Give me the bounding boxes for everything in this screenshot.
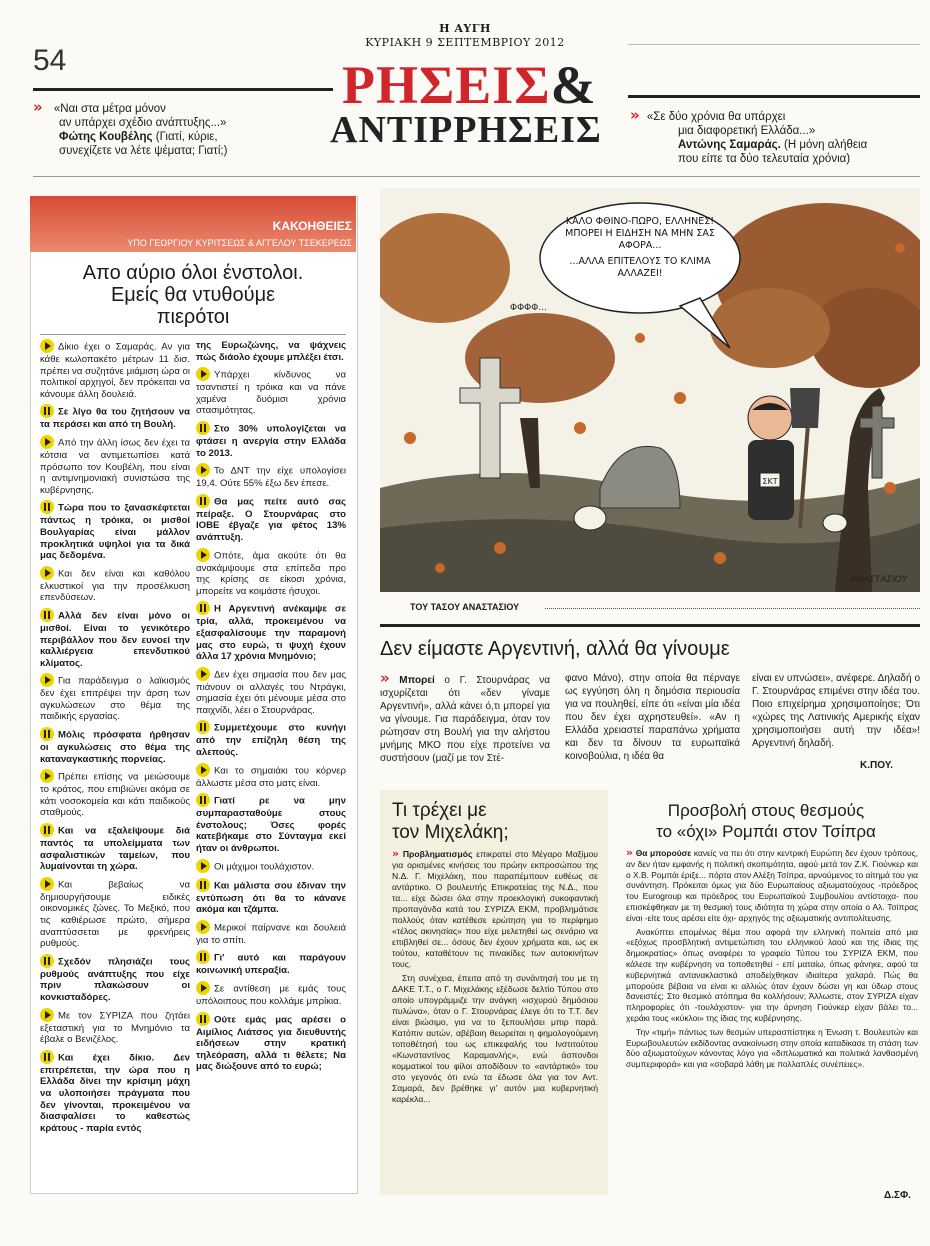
article-col-2: φανο Μάνο), στην οποία θα πέρναγε ως εγγύηση όλη η δημόσια περιουσία για να πουληθεί, είπε ότι «είναι μία ιδέα που δεν έχει αχρηστευθεί». «Αν η Ελλάδα χρειαστεί παραπάνω χρήματα και δεν τα δίνουν τα ευρωπαϊκά κοινοβούλια, η ιδέα θα (565, 673, 740, 762)
michelakis-title: Τι τρέχει με τον Μιχελάκη; (392, 800, 509, 843)
paragraph: Οι μάχιμοι τουλάχιστον. (196, 860, 346, 874)
cartoon-credit: ΤΟΥ ΤΑΣΟΥ ΑΝΑΣΤΑΣΙΟΥ (410, 602, 520, 612)
quote-left: » «Ναι στα μέτρα μόνον αν υπάρχει σχέδιο ανάπτυξης...» Φώτης Κουβέλης (Γιατί, κύριε, συνεχίζετε να λέτε ψέματα; Γιατί;) (33, 98, 228, 157)
cartoon-sound: ΦΦΦΦ... (510, 303, 547, 313)
masthead-thin-rule (628, 44, 920, 45)
pause-bullet-icon (40, 1050, 54, 1064)
chevron-icon: » (392, 847, 400, 860)
paragraph: Γι' αυτό και παράγουν κοινωνική υπεραξία. (196, 951, 346, 977)
pause-bullet-icon (196, 421, 210, 435)
article-top-rule (380, 624, 920, 627)
play-bullet-icon (196, 981, 210, 995)
play-bullet-icon (40, 769, 54, 783)
chevron-icon: » (630, 106, 640, 124)
paragraph: Και το σημαιάκι του κόρνερ άλλωστε μέσα στο ματς είναι. (196, 764, 346, 790)
paragraph: Τώρα που το ξανασκέφτεται πάντως η τρόικα, οι μισθοί Βουλγαρίας είναι μάλλον προκλητικά υψηλοί για τα δικά μας δεδομένα. (40, 501, 190, 561)
paragraph: Και να εξαλείψουμε διά παντός τα υπολείμματα των ασφαλιστικών ταμείων, που λυμαίνονται τη χώρα. (40, 824, 190, 873)
paragraph: Με τον ΣΥΡΙΖΑ που ζητάει εξεταστική για το Μνημόνιο τα έβαλε ο Βενιζέλος. (40, 1009, 190, 1046)
play-bullet-icon (196, 367, 210, 381)
play-bullet-icon (40, 435, 54, 449)
chevron-icon: » (626, 846, 634, 859)
credit-dotted-rule (545, 608, 920, 609)
masthead-rule-right (628, 95, 920, 98)
cartoon-speech-1: ΚΑΛΟ ΦΘΙΝΟ-ΠΩΡΟ, ΕΛΛΗΝΕΣ! ΜΠΟΡΕΙ Η ΕΙΔΗΣΗ ΝΑ ΜΗΝ ΣΑΣ ΑΦΟΡΑ... (565, 216, 715, 251)
tsipras-signature: Δ.ΣΦ. (884, 1190, 911, 1201)
play-bullet-icon (196, 763, 210, 777)
paragraph: Υπάρχει κίνδυνος να τσαντιστεί η τρόικα και να πάνε χαμένα δυόμισι χρόνια στασιμότητας. (196, 368, 346, 417)
paragraph: Στο 30% υπολογίζεται να φτάσει η ανεργία στην Ελλάδα το 2013. (196, 422, 346, 459)
article-col-1: » Μπορεί ο Γ. Στουρνάρας να ισχυρίζεται ότι «δεν γίναμε Αργεντινή», αλλά κάνει ό,τι μπορεί για να γίνουμε. Για παράδειγμα, όταν τον ρώτησαν στη Βουλή για την αλήστου μνήμης ΜΚΟ που είχε προτείνει να συστήσουν (μαζί με τον Στέ- (380, 669, 551, 764)
pause-bullet-icon (196, 878, 210, 892)
pause-bullet-icon (196, 1012, 210, 1026)
cartoon-signature: ΑΝΑΣΤΑΣΙΟΥ (850, 575, 908, 585)
paragraph: Μερικοί παίρνανε και δουλειά για το σπίτι. (196, 921, 346, 947)
paragraph: Συμμετέχουμε στο κυνήγι από την επίζηλη θέση της αλεπούς. (196, 721, 346, 758)
chevron-icon: » (33, 98, 43, 116)
pause-bullet-icon (40, 608, 54, 622)
pause-bullet-icon (40, 727, 54, 741)
column-byline: ΥΠΟ ΓΕΩΡΓΙΟΥ ΚΥΡΙΤΣΕΩΣ & ΑΓΓΕΛΟΥ ΤΣΕΚΕΡΕΩΣ (127, 238, 352, 248)
pause-bullet-icon (40, 823, 54, 837)
cartoon-speech-2: ...ΑΛΛΑ ΕΠΙΤΕΛΟΥΣ ΤΟ ΚΛΙΜΑ ΑΛΛΑΖΕΙ! (569, 256, 711, 279)
section-logo-bottom: ΑΝΤΙΡΡΗΣΕΙΣ (330, 109, 602, 151)
play-bullet-icon (196, 859, 210, 873)
play-bullet-icon (196, 463, 210, 477)
cartoon-illustration (380, 188, 920, 592)
paragraph: Και βεβαίως να δημιουργήσουμε ειδικές οικονομικές ζώνες. Το Μεξικό, που τις καθιέρωσε πρώτο, σήμερα αναπτύσσεται με φρενήρεις ρυθμούς. (40, 878, 190, 950)
paragraph: Μόλις πρόσφατα ήρθησαν οι αγκυλώσεις στο θέμα της καταναγκαστικής πορνείας. (40, 728, 190, 765)
play-bullet-icon (196, 548, 210, 562)
pause-bullet-icon (196, 601, 210, 615)
paragraph: της Ευρωζώνης, να ψάχνεις πώς διάολο έχουμε μπλέξει έτσι. (196, 340, 346, 363)
article-col-3: είναι εν υπνώσει», ανέφερε. Δηλαδή ο Γ. Στουρνάρας επιμένει στην ιδέα του. Ποιο επιχείρημα χρησιμοποίησε; Ότι «χώρες της Λατινικής Αμερικής είχαν χρησιμοποιήσει αυτή την ιδέα»! Αργεντινή δηλαδή. (752, 673, 920, 749)
play-bullet-icon (196, 667, 210, 681)
pause-bullet-icon (40, 500, 54, 514)
play-bullet-icon (40, 1008, 54, 1022)
column-title: Απο αύριο όλοι ένστολοι. Εμείς θα ντυθούμε πιερότοι (82, 262, 304, 328)
article-signature: Κ.ΠΟΥ. (860, 760, 894, 771)
play-bullet-icon (40, 673, 54, 687)
pause-bullet-icon (40, 954, 54, 968)
play-bullet-icon (40, 566, 54, 580)
cartoon-badge: ΣΚΤ (762, 477, 778, 486)
michelakis-text: » Προβληματισμός επικρατεί στο Μέγαρο Μαξίμου για ορισμένες κινήσεις του πρώην εκπροσώπου της Ν.Δ. Γ. Μιχελάκη, που παραπέμπουν ευθέως σε αντάρτικο. Ο βουλευτής Επικρατείας της Ν.Δ., που τα... είχε δώσει όλα στην προεκλογική συκοφαντική προπαγάνδα κατά του ΣΥΡΙΖΑ ΕΚΜ, προβλημάτισε πολλούς όταν κατέθεσε ερώτηση για το περίφημο «τέλος ακινησίας» που είχε μελετηθεί ως σενάριο να επιβληθεί σε... όσους δεν έχουν χρήματα και, ως εκ τούτου, καταθέτουν τις πινακίδες των αυτοκινήτων τους. Στη συνέχεια, έπειτα από τη συνάντησή του με τη ΔΑΚΕ Τ.Τ., ο Γ. Μιχελάκης εξέδωσε δελτίο Τύπου στο οποίο υπογράμμιζε την ανάγκη «ισχυρού δημόσιου πυλώνα», όταν ο Γ. Στουρνάρας έλεγε ότι το Τ.Τ. δεν είναι βιώσιμο, για να το ξεπουλήσει μπιρ παρά. Κατόπιν αυτών, αβέβαιη θεωρείται η φημολογούμενη τοποθέτησή του ως επικεφαλής του Ινστιτούτου «Κωνσταντίνος Καραμανλής», ενώ άσπονδοι κομματικοί του φίλοι αποδίδουν το «αντάρτικό» του στο γεγονός ότι ενώ τα έδωσε όλα για τον Αντ. Σαμαρά, δεν βρέθηκε γι' αυτόν μια κυβερνητική καρέκλα... (392, 847, 598, 1104)
paragraph: Θα μας πείτε αυτό σας πείραξε. Ο Στουρνάρας στο ΙΟΒΕ έβγαζε για φέτος 13% ανάπτυξη. (196, 495, 346, 544)
section-logo-top: ΡΗΣΕΙΣ& (342, 55, 597, 115)
paper-name: Η ΑΥΓΗ (439, 22, 491, 35)
paragraph: Και έχει δίκιο. Δεν επιτρέπεται, την ώρα που η Ελλάδα δίνει την κρίσιμη μάχη να υλοποιήσει πράγματα που δεν γίνονται, προκειμένου να διασφαλίσει το καθεστώς κράτους - παρία εντός (40, 1051, 190, 1135)
tsipras-title: Προσβολή στους θεσμούς το «όχι» Ρομπάι στον Τσίπρα (656, 801, 876, 841)
pause-bullet-icon (196, 950, 210, 964)
play-bullet-icon (40, 877, 54, 891)
paragraph: Ούτε εμάς μας αρέσει ο Αιμίλιος Λιάτσος για διευθυντής ειδήσεων στην κρατική τηλεόραση, αλλά τι θέλετε; Να μας διώξουνε από το ευρώ; (196, 1013, 346, 1073)
paragraph: Πρέπει επίσης να μειώσουμε το κράτος, που επιβιώνει ακόμα σε κάτι νοσοκομεία και κάτι παιδικούς σταθμούς. (40, 770, 190, 819)
paragraph: Αλλά δεν είναι μόνο οι μισθοί. Είναι το γενικότερο περιβάλλον που δεν ευνοεί την καλλιέργεια επενδυτικού κλίματος. (40, 609, 190, 669)
column-text-right (196, 340, 346, 1078)
quote-right: » «Σε δύο χρόνια θα υπάρχει μια διαφορετική Ελλάδα...» Αντώνης Σαμαράς. (Η μόνη αλήθεια που είπε τα δύο τελευταία χρόνια) (630, 106, 868, 165)
header-divider (33, 176, 920, 177)
paragraph: Γιατί ρε να μην συμπαρασταθούμε στους ένστολους; Όσες φορές κατεβήκαμε στο Σύνταγμα εκεί ήταν οι άνθρωποι. (196, 794, 346, 854)
pause-bullet-icon (40, 404, 54, 418)
paragraph: Για παράδειγμα ο λαϊκισμός δεν έχει επιτρέψει την άρση των αγκυλώσεων στο θέμα της παιδικής εργασίας. (40, 674, 190, 723)
column-name: ΚΑΚΟΗΘΕΙΕΣ (272, 219, 352, 233)
issue-date: ΚΥΡΙΑΚΗ 9 ΣΕΠΤΕΜΒΡΙΟΥ 2012 (365, 36, 565, 49)
paragraph: Η Αργεντινή ανέκαμψε σε τρία, αλλά, προκειμένου να εξασφαλίσουμε την παραμονή μας στο ευρώ, τι ψυχή έχουν άλλα 17 χρόνια Μνημόνιο; (196, 602, 346, 662)
play-bullet-icon (196, 920, 210, 934)
pause-bullet-icon (196, 720, 210, 734)
page-number: 54 (33, 44, 67, 77)
paragraph: Δεν έχει σημασία που δεν μας πιάνουν οι αλλαγές του Ντράγκι, σημασία έχει ότι μένουμε μέσα στο παιχνίδι, λέει ο Στουρνάρας. (196, 668, 346, 717)
column-text-left (40, 340, 190, 1139)
paragraph: Και μάλιστα σου έδιναν την εντύπωση ότι θα το κάνανε ακόμα και τζάμπα. (196, 879, 346, 916)
paragraph: Σε αντίθεση με εμάς τους υπόλοιπους που κολλάμε μπρίκια. (196, 982, 346, 1008)
paragraph: Σε λίγο θα του ζητήσουν να τα περάσει και από τη Βουλή. (40, 405, 190, 431)
paragraph: Από την άλλη ίσως δεν έχει τα κότσια να αντιμετωπίσει κατά πρόσωπο τον Κουβέλη, που είναι η αντιμνημονιακή συνιστώσα της κυβέρνησης. (40, 436, 190, 496)
paragraph: Σχεδόν πλησιάζει τους ρυθμούς ανάπτυξης που είχε πριν πλακώσουν οι κονκισταδόρες. (40, 955, 190, 1004)
paragraph: Το ΔΝΤ την είχε υπολογίσει 19,4. Ούτε 55% έξω δεν έπεσε. (196, 464, 346, 490)
tsipras-text: » Θα μπορούσε κανείς να πει ότι στην κεντρική Ευρώπη δεν έχουν τρόπους, αν δεν ήταν εμφανής η πολιτική σκοπιμότητα, αφού μετά τον Ζ.Κ. Γιούνκερ και ο Χ.Β. Ρομπάι έριξε... πόρτα στον Αλέξη Τσίπρα, αρνούμενος το αίτημά του για συνάντηση. Πρόκειται όμως για δύο Ευρωπαίους αξιωματούχους -πρόεδρος του Eurogroup και πρόεδρος του Ευρωπαϊκού Συμβουλίου αντίστοιχα- που επισκέφθηκαν με τη θεσμική τους ιδιότητα τη χώρα στην οποία ο Αλ. Τσίπρας είναι -είτε τους αρέσει είτε όχι- αρχηγός της αξιωματικής αντιπολίτευσης. Ανακύπτει επομένως θέμα που αφορά την ελληνική πολιτεία από μια «εξόχως προσβλητική αντιμετώπιση του ελληνικού λαού και της ίδιας της δημοκρατίας» όπως αναφέρει το γραφείο Τύπου του ΣΥΡΙΖΑ ΕΚΜ, που κάλεσε την κυβέρνηση να τοποθετηθεί - επί ματαίω, όπως φάνηκε, αφού τα κυβερνητικά αντανακλαστικά αποδείχθηκαν ιδιαίτερα χαλαρά. Πώς θα μπορούσε βέβαια να είναι κι αλλιώς όταν έχουν δώσει γη και ύδωρ στους δανειστές; Στο θεσμικό ατόπημα θα κολλήσουν; Άλλωστε, στον ΣΥΡΙΖΑ είχαν πληροφορίες ότι -τουλάχιστον- για την άρνηση Γιούνκερ είχαν βάλει το... χεράκι τους «κύκλοι» της ίδιας της κυβέρνησης. Την «τιμή» πάντως των θεσμών υπερασπίστηκε η Ένωση τ. Βουλευτών και Ευρωβουλευτών εκδίδοντας ανακοίνωση στην οποία καταδίκασε τη στάση των δύο αξιωματούχων κάνοντας λόγο για «διπλωματικά και πολιτικά λανθασμένη συμπεριφορά» και για «σοβαρά λάθη με πολλαπλές συνέπειες». (626, 846, 919, 1070)
chevron-icon: » (380, 669, 390, 687)
masthead-rule-left (33, 88, 333, 91)
play-bullet-icon (40, 339, 54, 353)
paragraph: Δίκιο έχει ο Σαμαράς. Αν για κάθε κωλοπακέτο μέτρων 11 δισ. πρέπει να συζητάνε μιάμιση ώρα οι πολιτικοί αρχηγοί, δεν πρόκειται να κάνουμε άλλη δουλειά. (40, 340, 190, 400)
paragraph: Και δεν είναι και καθόλου ελκυστικοί για την προσέλκυση επενδύσεων. (40, 567, 190, 604)
column-title-rule (40, 334, 346, 335)
pause-bullet-icon (196, 793, 210, 807)
article-title: Δεν είμαστε Αργεντινή, αλλά θα γίνουμε (380, 638, 730, 660)
paragraph: Οπότε, άμα ακούτε ότι θα ανακάμψουμε στα επίπεδα προ της κρίσης σε είκοσι χρόνια, μπορείτε να κοιμάστε ήσυχοι. (196, 549, 346, 598)
pause-bullet-icon (196, 494, 210, 508)
